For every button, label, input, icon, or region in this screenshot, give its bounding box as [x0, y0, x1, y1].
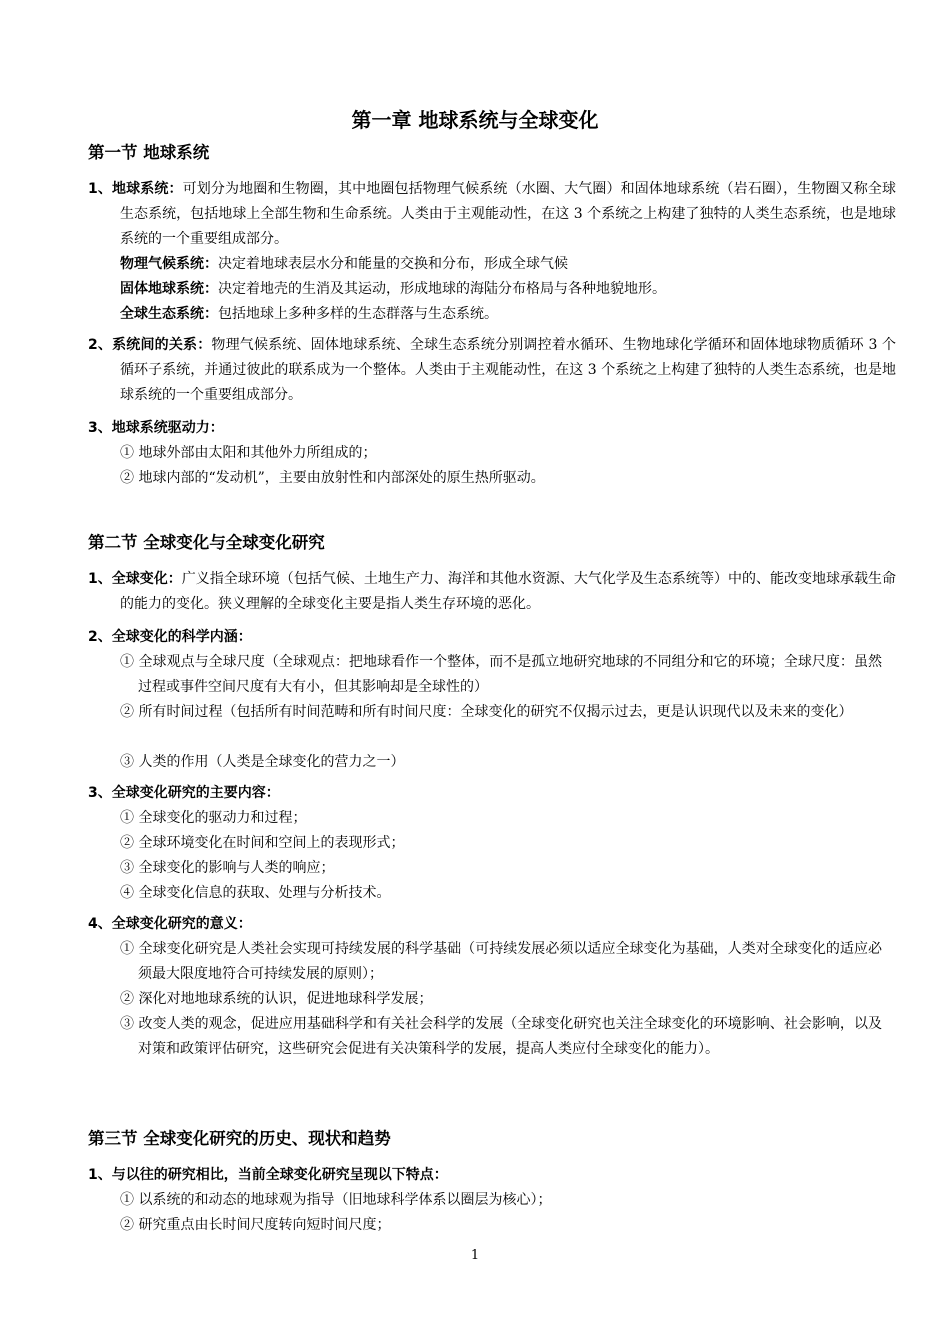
chapter-title: 第一章 地球系统与全球变化 [351, 108, 599, 132]
s2-paragraph-2 [88, 625, 896, 650]
s1-paragraph-1 [88, 177, 896, 252]
list-item: ② 地球内部的“发动机”，主要由放射性和内部深处的原生热所驱动。 [120, 470, 545, 486]
s1-paragraph-3 [88, 416, 896, 441]
s1-p3-heading: 3、地球系统驱动力： [88, 420, 224, 436]
s1-p2-text: 物理气候系统、固体地球系统、全球生态系统分别调控着水循环、生物地球化学循环和固体地球物质循环 3 个循环子系统，并通过彼此的联系成为一个整体。人类由于主观能动性，在这 3 个系统之上构建了独特的人类生态系统，也是地球系统的一个重要组成部分。 [120, 337, 896, 403]
s2-p2-heading: 2、全球变化的科学内涵： [88, 629, 252, 645]
list-item: ① 以系统的和动态的地球观为指导（旧地球科学体系以圈层为核心）； [120, 1192, 552, 1208]
s2-p1-text: 广义指全球环境（包括气候、土地生产力、海洋和其他水资源、大气化学及生态系统等）中的、能改变地球承载生命的能力的变化。狭义理解的全球变化主要是指人类生存环境的恶化。 [120, 571, 896, 612]
s1-sub1-text: 决定着地球表层水分和能量的交换和分布，形成全球气候 [218, 256, 568, 272]
s2-paragraph-3 [88, 781, 896, 806]
s3-paragraph-1 [88, 1163, 896, 1188]
s1-sub2-text: 决定着地壳的生消及其运动，形成地球的海陆分布格局与各种地貌地形。 [218, 281, 666, 297]
s2-p1-heading: 1、全球变化： [88, 571, 182, 587]
s1-p1-heading: 1、地球系统： [88, 181, 183, 197]
s1-sub-ecosystem [120, 302, 864, 327]
list-item: ③ 人类的作用（人类是全球变化的营力之一） [120, 754, 405, 770]
section-2-title: 第二节 全球变化与全球变化研究 [88, 533, 325, 552]
s2-p3-heading: 3、全球变化研究的主要内容： [88, 785, 280, 801]
list-item: ② 研究重点由长时间尺度转向短时间尺度； [120, 1217, 391, 1233]
s3-p1-heading: 1、与以往的研究相比，当前全球变化研究呈现以下特点： [88, 1167, 448, 1183]
s2-paragraph-4 [88, 912, 896, 937]
s1-paragraph-2 [88, 333, 896, 408]
list-item: ④ 全球变化信息的获取、处理与分析技术。 [120, 885, 391, 901]
s1-sub3-text: 包括地球上多种多样的生态群落与生态系统。 [218, 306, 498, 322]
list-item: ② 所有时间过程（包括所有时间范畴和所有时间尺度：全球变化的研究不仅揭示过去，更是认识现代以及未来的变化） [120, 704, 853, 720]
list-item: ① 全球观点与全球尺度（全球观点：把地球看作一个整体，而不是孤立地研究地球的不同组分和它的环境；全球尺度：虽然过程或事件空间尺度有大有小，但其影响却是全球性的） [120, 654, 882, 695]
s1-sub2-label: 固体地球系统： [120, 281, 218, 297]
s1-sub3-label: 全球生态系统： [120, 306, 218, 322]
list-item: ② 深化对地地球系统的认识，促进地球科学发展； [120, 991, 433, 1007]
list-item: ③ 全球变化的影响与人类的响应； [120, 860, 335, 876]
s1-p2-heading: 2、系统间的关系： [88, 337, 212, 353]
page-number: 1 [470, 1248, 480, 1263]
list-item: ① 地球外部由太阳和其他外力所组成的； [120, 445, 377, 461]
s2-paragraph-1 [88, 567, 896, 617]
list-item: ① 全球变化研究是人类社会实现可持续发展的科学基础（可持续发展必须以适应全球变化为基础，人类对全球变化的适应必须最大限度地符合可持续发展的原则）； [120, 941, 882, 982]
section-3-title: 第三节 全球变化研究的历史、现状和趋势 [88, 1129, 391, 1148]
list-item: ① 全球变化的驱动力和过程； [120, 810, 307, 826]
s1-p1-text: 可划分为地圈和生物圈，其中地圈包括物理气候系统（水圈、大气圈）和固体地球系统（岩石圈），生物圈又称全球生态系统，包括地球上全部生物和生命系统。人类由于主观能动性，在这 3 个系统之上构建了独特的人类生态系统，也是地球系统的一个重要组成部分。 [120, 181, 896, 247]
s1-sub1-label: 物理气候系统： [120, 256, 218, 272]
list-item: ③ 改变人类的观念，促进应用基础科学和有关社会科学的发展（全球变化研究也关注全球变化的环境影响、社会影响，以及对策和政策评估研究，这些研究会促进有关决策科学的发展，提高人类应付全球变化的能力）。 [120, 1016, 882, 1057]
section-1-title: 第一节 地球系统 [88, 143, 210, 162]
s1-sub-physical-climate [120, 252, 864, 277]
list-item: ② 全球环境变化在时间和空间上的表现形式； [120, 835, 405, 851]
s1-sub-solid-earth [120, 277, 864, 302]
s2-p4-heading: 4、全球变化研究的意义： [88, 916, 252, 932]
